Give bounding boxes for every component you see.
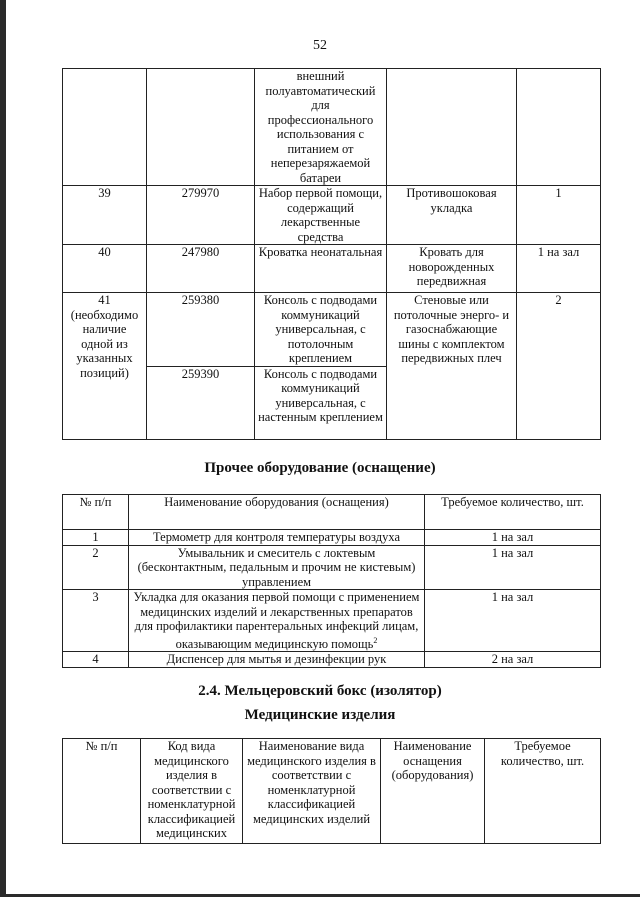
header-num: № п/п [63, 739, 141, 844]
section-title-medical-devices: Медицинские изделия [244, 707, 396, 723]
page-number: 52 [313, 38, 327, 53]
footnote-ref: 2 [373, 635, 378, 645]
row-equipment: Противошоковая укладка [387, 186, 517, 245]
medical-devices-table-continued [62, 68, 601, 440]
row-qty: 1 на зал [425, 590, 601, 652]
row-num: 40 [63, 245, 147, 293]
row-qty: 1 на зал [425, 545, 601, 590]
row-name: Диспенсер для мытья и дезинфекции рук [129, 652, 425, 668]
row-qty [517, 69, 601, 186]
row-code: 259390 [147, 366, 255, 439]
header-qty: Требуемое количество, шт. [485, 739, 601, 844]
row-code: 259380 [147, 293, 255, 367]
row-code: 279970 [147, 186, 255, 245]
row-equipment [387, 69, 517, 186]
row-device-name: внешний полуавтоматический для профессионального использования с питанием от неперезаряжаемой батареи [255, 69, 387, 186]
table-header-row [63, 495, 601, 530]
table-row [63, 186, 601, 245]
row-qty: 2 [517, 293, 601, 440]
table-row [63, 545, 601, 590]
header-qty: Требуемое количество, шт. [425, 495, 601, 530]
header-equipment: Наименование оснащения (оборудования) [381, 739, 485, 844]
row-equipment: Стеновые или потолочные энерго- и газоснабжающие шины с комплектом передвижных плеч [387, 293, 517, 440]
section-title-meltzer-box: 2.4. Мельцеровский бокс (изолятор) [198, 683, 442, 699]
row-num: 2 [63, 545, 129, 590]
row-qty: 1 [517, 186, 601, 245]
row-code [147, 69, 255, 186]
row-device-name: Консоль с подводами коммуникаций универсальная, с настенным креплением [255, 366, 387, 439]
other-equipment-table [62, 494, 601, 668]
table-header-row [63, 739, 601, 844]
row-qty: 1 на зал [425, 530, 601, 546]
table-row [63, 530, 601, 546]
header-code: Код вида медицинского изделия в соответствии с номенклатурной классификацией медицинских [141, 739, 243, 844]
meltzer-medical-devices-table [62, 738, 601, 844]
row-name: Термометр для контроля температуры воздуха [129, 530, 425, 546]
row-device-name: Кроватка неонатальная [255, 245, 387, 293]
row-num: 4 [63, 652, 129, 668]
row-num: 41 (необходимо наличие одной из указанных позиций) [63, 293, 147, 440]
row-num: 1 [63, 530, 129, 546]
row-device-name: Набор первой помощи, содержащий лекарственные средства [255, 186, 387, 245]
table-row [63, 590, 601, 652]
header-name: Наименование оборудования (оснащения) [129, 495, 425, 530]
row-qty: 2 на зал [425, 652, 601, 668]
header-device-name: Наименование вида медицинского изделия в соответствии с номенклатурной классификацией медицинских изделий [243, 739, 381, 844]
table-row [63, 245, 601, 293]
row-name [129, 590, 425, 652]
row-device-name: Консоль с подводами коммуникаций универсальная, с потолочным креплением [255, 293, 387, 367]
row-name-text: Укладка для оказания первой помощи с применением медицинских изделий и лекарственных препаратов для профилактики парентеральных инфекций лицам, оказывающим медицинскую помощь [133, 590, 420, 651]
row-num: 39 [63, 186, 147, 245]
header-num: № п/п [63, 495, 129, 530]
row-name: Умывальник и смеситель с локтевым (бесконтактным, педальным и прочим не кистевым) управлением [129, 545, 425, 590]
row-code: 247980 [147, 245, 255, 293]
section-title-other-equipment: Прочее оборудование (оснащение) [204, 460, 436, 476]
row-equipment: Кровать для новорожденных передвижная [387, 245, 517, 293]
scan-edge-left [0, 0, 6, 897]
row-num: 3 [63, 590, 129, 652]
table-row [63, 69, 601, 186]
table-row [63, 652, 601, 668]
row-num [63, 69, 147, 186]
table-row [63, 293, 601, 367]
row-qty: 1 на зал [517, 245, 601, 293]
